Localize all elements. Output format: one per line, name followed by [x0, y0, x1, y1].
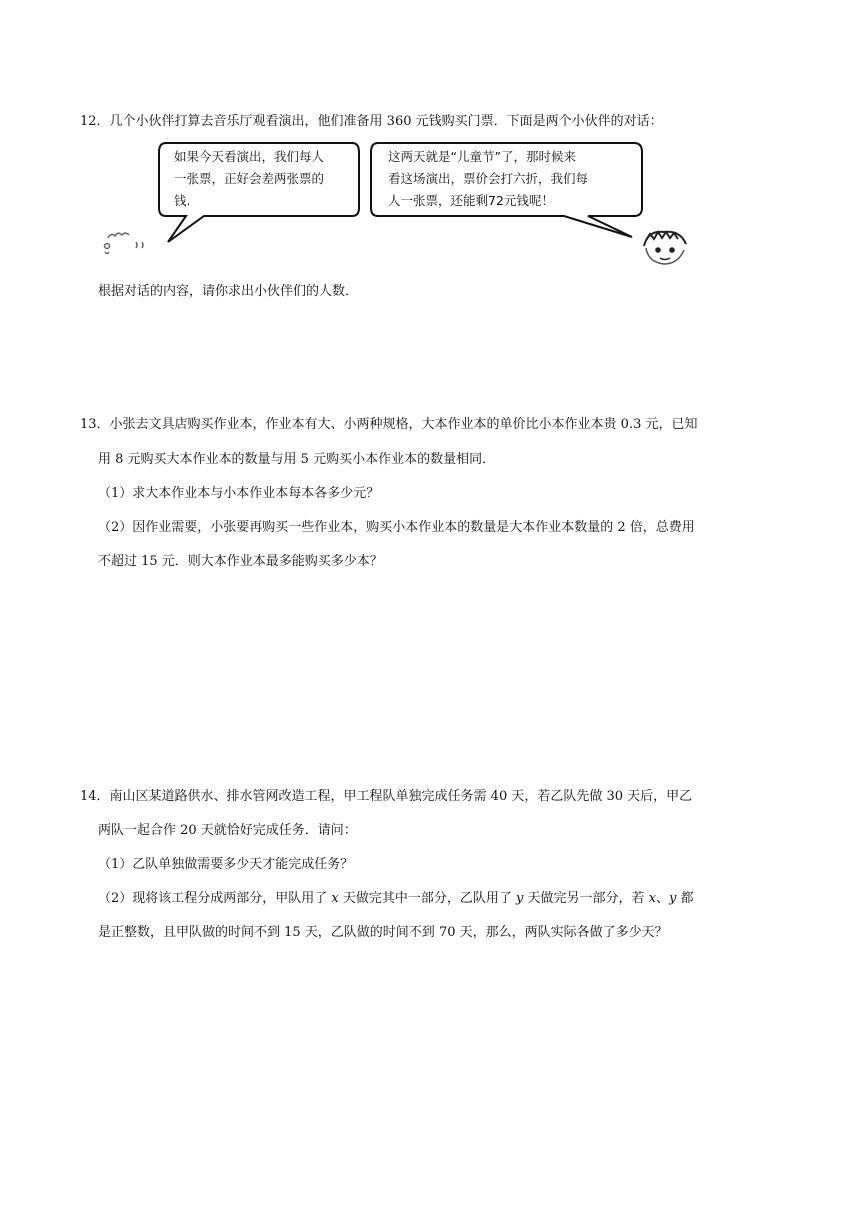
- var-y-2: y: [669, 891, 677, 906]
- q14-part-2-text-c: 天做完另一部分，若: [523, 891, 649, 906]
- bubble-left-line-1: 如果今天看演出，我们每人: [174, 149, 325, 164]
- q13-part-2-line-2: 不超过 15 元．则大本作业本最多能购买多少本？: [98, 554, 383, 569]
- q14-part-2-text-d: 都: [676, 891, 694, 906]
- separator: 、: [655, 891, 669, 906]
- bubble-right-line-1: 这两天就是“儿童节”了，那时候来: [388, 149, 576, 164]
- q13-line-1: 13．小张去文具店购买作业本，作业本有大、小两种规格，大本作业本的单价比小本作业本贵 0.3 元，已知: [80, 417, 698, 432]
- bubble-left-line-2: 一张票，正好会差两张票的: [174, 171, 325, 186]
- q13-line-2: 用 8 元购买大本作业本的数量与用 5 元购买小本作业本的数量相同．: [98, 452, 496, 467]
- bubble-right-line-2: 看这场演出，票价会打六折，我们每: [388, 171, 589, 186]
- kid-right-icon: [636, 224, 694, 270]
- q14-part-2-line-2: 是正整数，且甲队做的时间不到 15 天，乙队做的时间不到 70 天，那么，两队实际各做了多少天？: [98, 925, 668, 940]
- q13-part-1: （1）求大本作业本与小本作业本每本各多少元？: [98, 486, 380, 501]
- q14-part-2-text-b: 天做完其中一部分，乙队用了: [338, 891, 517, 906]
- q14-line-1: 14．南山区某道路供水、排水管网改造工程，甲工程队单独完成任务需 40 天，若乙队先做 30 天后，甲乙: [80, 789, 693, 804]
- var-x-2: x: [648, 891, 656, 906]
- q13-part-2-line-1: （2）因作业需要，小张要再购买一些作业本，购买小本作业本的数量是大本作业本数量的 2 倍，总费用: [98, 520, 695, 535]
- q12-question: 根据对话的内容，请你求出小伙伴们的人数．: [98, 284, 359, 299]
- q14-part-1: （1）乙队单独做需要多少天才能完成任务？: [98, 857, 354, 872]
- kid-left-icon: [98, 218, 154, 258]
- bubble-right-line-3: 人一张票，还能剩72元钱呢！: [388, 193, 554, 208]
- var-x: x: [331, 891, 339, 906]
- bubble-left-line-3: 钱.: [174, 193, 191, 208]
- q14-line-2: 两队一起合作 20 天就恰好完成任务．请问：: [98, 823, 357, 838]
- q14-part-2-text-a: （2）现将该工程分成两部分，甲队用了: [98, 891, 332, 906]
- var-y: y: [516, 891, 524, 906]
- q14-part-2-line-1: [98, 890, 694, 908]
- q12-stem: 12．几个小伙伴打算去音乐厅观看演出，他们准备用 360 元钱购买门票．下面是两个小伙伴的对话：: [80, 114, 663, 129]
